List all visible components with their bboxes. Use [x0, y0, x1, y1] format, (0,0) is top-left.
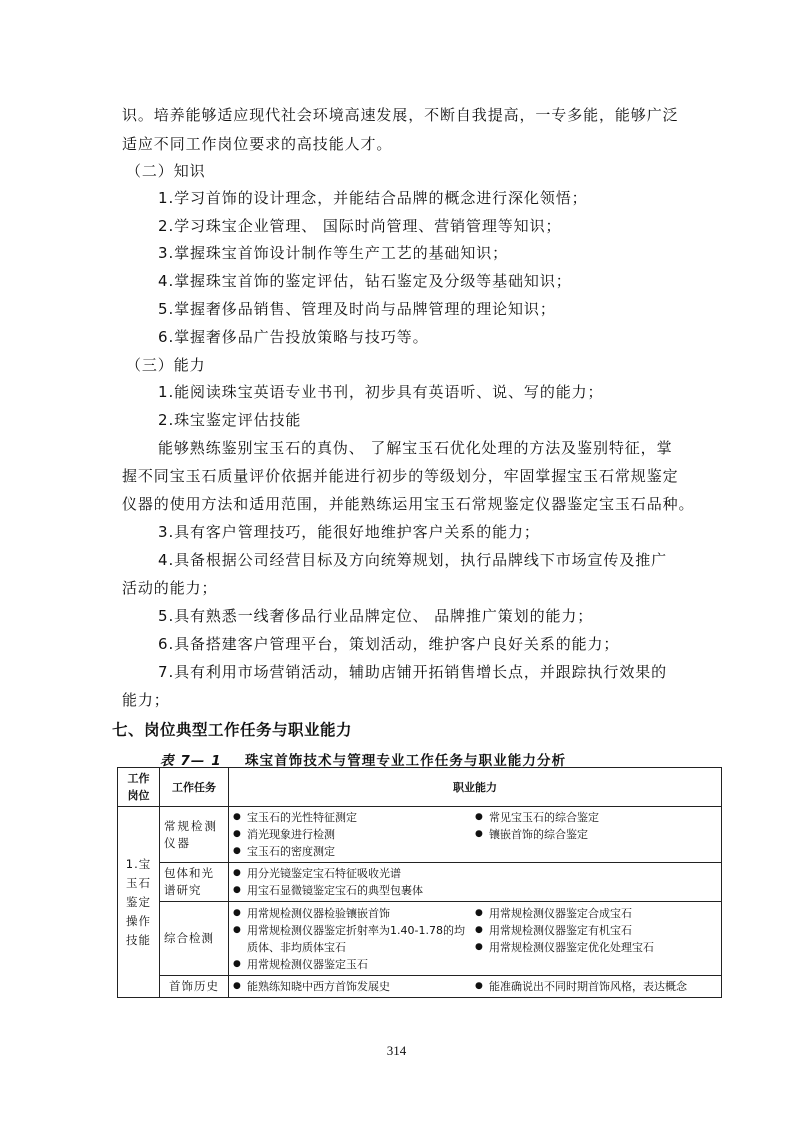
task-cell: 常规检测仪器 [160, 807, 229, 863]
ability-item: ● 用常规检测仪器检验镶嵌首饰 [233, 906, 390, 920]
table-caption-title: 珠宝首饰技术与管理专业工作任务与职业能力分析 [245, 753, 567, 769]
bullet-icon: ● [475, 829, 483, 839]
ability-col-left [233, 905, 475, 973]
paragraph-line: 活动的能力； [122, 579, 218, 597]
ability-cell [229, 807, 722, 863]
table-header-row [118, 768, 722, 807]
list-item: 4.具备根据公司经营目标及方向统筹规划，执行品牌线下市场宣传及推广 [158, 551, 668, 569]
ability-col-right [475, 809, 717, 860]
bullet-icon: ● [475, 812, 483, 822]
table-caption [160, 749, 566, 769]
bullet-icon: ● [233, 981, 241, 991]
list-item: 5.具有熟悉一线奢侈品行业品牌定位、 品牌推广策划的能力； [158, 607, 594, 625]
bullet-icon: ● [475, 981, 483, 991]
list-item: 7.具有利用市场营销活动，辅助店铺开拓销售增长点，并跟踪执行效果的 [158, 663, 668, 681]
ability-col-right [475, 978, 717, 995]
list-item: 2.学习珠宝企业管理、 国际时尚管理、营销管理等知识； [158, 217, 562, 235]
table-row [118, 902, 722, 976]
list-item: 2.珠宝鉴定评估技能 [158, 411, 302, 429]
ability-item: ● 用宝石显微镜鉴定宝石的典型包裹体 [233, 884, 423, 897]
ability-cell [229, 863, 722, 902]
ability-item: ● 能准确说出不同时期首饰风格，表达概念 [475, 980, 687, 993]
ability-col-left [233, 978, 475, 995]
header-ability: 职业能力 [229, 768, 722, 807]
bullet-icon: ● [475, 907, 483, 918]
table-row [118, 807, 722, 863]
bullet-icon: ● [233, 958, 241, 969]
ability-item: ● 能熟练知晓中西方首饰发展史 [233, 980, 390, 993]
list-item: 5.掌握奢侈品销售、管理及时尚与品牌管理的理论知识； [158, 300, 556, 318]
bullet-icon: ● [233, 924, 241, 935]
ability-item: ● 用常规检测仪器鉴定合成宝石 [475, 906, 632, 920]
ability-item: ● 用常规检测仪器鉴定折射率为1.40-1.78的均质体、非均质体宝石 [233, 923, 465, 954]
list-item: 1.能阅读珠宝英语专业书刊，初步具有英语听、说、写的能力； [158, 383, 604, 401]
bullet-icon: ● [233, 907, 241, 918]
bullet-icon: ● [233, 885, 241, 895]
list-item: 4.掌握珠宝首饰的鉴定评估，钻石鉴定及分级等基础知识； [158, 272, 572, 290]
ability-item: ● 宝玉石的光性特征测定 [233, 811, 357, 824]
bullet-icon: ● [233, 846, 241, 856]
task-ability-table [117, 767, 722, 998]
bullet-icon: ● [233, 812, 241, 822]
ability-col-right [475, 905, 717, 973]
list-item: 1.学习首饰的设计理念，并能结合品牌的概念进行深化领悟； [158, 189, 588, 207]
bullet-icon: ● [475, 941, 483, 952]
paragraph-line: 仪器的使用方法和适用范围，并能熟练运用宝玉石常规鉴定仪器鉴定宝玉石品种。 [122, 495, 695, 513]
header-post: 工作岗位 [118, 768, 160, 807]
header-task: 工作任务 [160, 768, 229, 807]
section-heading: 七、岗位典型工作任务与职业能力 [112, 721, 353, 739]
ability-item: ● 常见宝玉石的综合鉴定 [475, 811, 599, 824]
task-cell: 首饰历史 [160, 976, 229, 998]
list-item: 3.具有客户管理技巧，能很好地维护客户关系的能力； [158, 523, 540, 541]
ability-item: ● 用常规检测仪器鉴定玉石 [233, 957, 368, 971]
task-cell: 综合检测 [160, 902, 229, 976]
paragraph-line: 识。培养能够适应现代社会环境高速发展，不断自我提高，一专多能，能够广泛 [122, 106, 679, 124]
table-caption-label: 表 7— 1 [160, 753, 222, 769]
ability-item: ● 用常规检测仪器鉴定有机宝石 [475, 923, 632, 937]
list-item: 3.掌握珠宝首饰设计制作等生产工艺的基础知识； [158, 244, 509, 262]
ability-item: ● 用分光镜鉴定宝石特征吸收光谱 [233, 867, 401, 880]
ability-cell [229, 976, 722, 998]
paragraph-line: 能够熟练鉴别宝玉石的真伪、 了解宝玉石优化处理的方法及鉴别特征，掌 [158, 439, 673, 457]
subsection-heading-ability: （三）能力 [126, 356, 206, 374]
page-number: 314 [386, 1043, 407, 1058]
category-cell: 1.宝玉石鉴定操作技能 [118, 807, 160, 998]
task-cell: 包体和光谱研究 [160, 863, 229, 902]
ability-col-left [233, 809, 475, 860]
table-row [118, 976, 722, 998]
subsection-heading-knowledge: （二）知识 [126, 162, 206, 180]
bullet-icon: ● [233, 868, 241, 878]
paragraph-line: 适应不同工作岗位要求的高技能人才。 [122, 135, 393, 153]
ability-item: ● 消光现象进行检测 [233, 828, 335, 841]
ability-cell [229, 902, 722, 976]
ability-item: ● 宝玉石的密度测定 [233, 845, 335, 858]
table-row [118, 863, 722, 902]
ability-item: ● 镶嵌首饰的综合鉴定 [475, 828, 588, 841]
paragraph-line: 握不同宝玉石质量评价依据并能进行初步的等级划分，牢固掌握宝玉石常规鉴定 [122, 467, 679, 485]
paragraph-line: 能力； [122, 691, 170, 709]
list-item: 6.掌握奢侈品广告投放策略与技巧等。 [158, 328, 429, 346]
ability-item: ● 用常规检测仪器鉴定优化处理宝石 [475, 940, 654, 954]
bullet-icon: ● [233, 829, 241, 839]
bullet-icon: ● [475, 924, 483, 935]
list-item: 6.具备搭建客户管理平台，策划活动，维护客户良好关系的能力； [158, 635, 620, 653]
